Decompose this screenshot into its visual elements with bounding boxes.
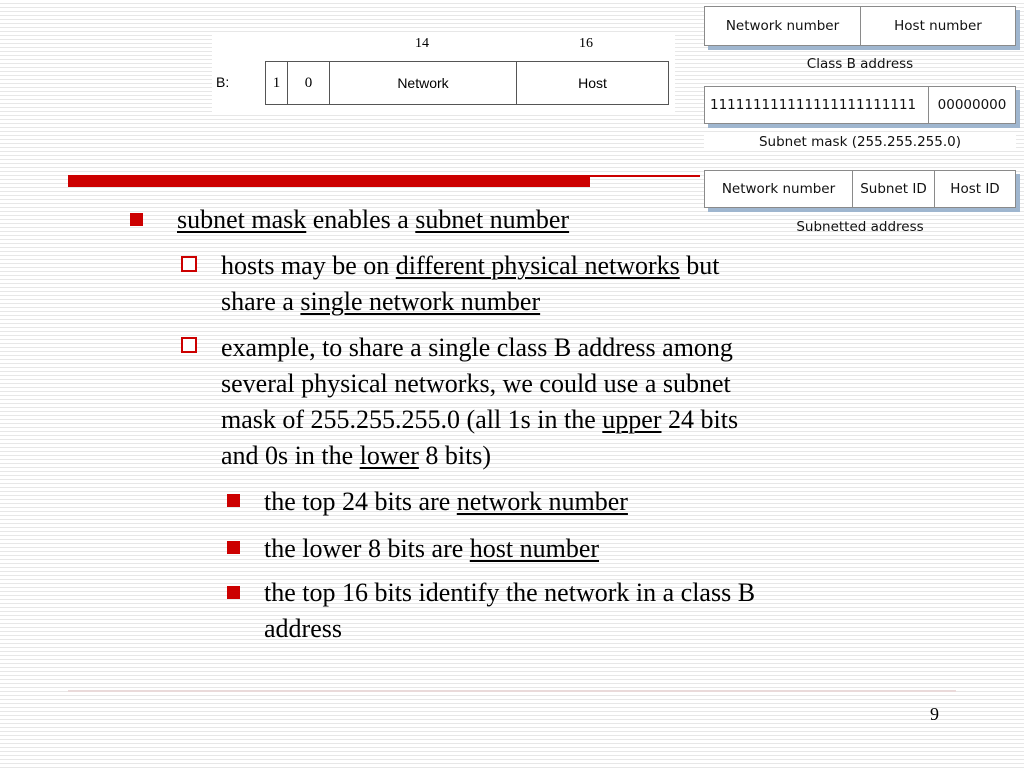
bullet-top-16-bits-line1: the top 16 bits identify the network in a class B xyxy=(264,578,756,607)
class-b-label: B: xyxy=(216,74,230,90)
network-number-field: Network number xyxy=(705,7,861,45)
class-b-address-caption: Class B address xyxy=(806,56,914,72)
bullet-open-square-icon xyxy=(181,337,197,353)
bullet-lower-8-bits: the lower 8 bits are host number xyxy=(264,534,600,563)
title-bar xyxy=(68,175,590,187)
page-number: 9 xyxy=(930,704,939,724)
title-bar-line xyxy=(590,175,700,177)
bullet-example-line3: mask of 255.255.255.0 (all 1s in the upper 24 bits xyxy=(221,405,739,434)
bullet-example-line1: example, to share a single class B address among xyxy=(221,333,733,362)
host-field: Host xyxy=(578,75,607,91)
subnet-id-field: Subnet ID xyxy=(853,171,935,207)
bit-one: 1 xyxy=(266,62,288,104)
subnetted-address-caption: Subnetted address xyxy=(796,219,924,235)
subnet-mask-box xyxy=(704,86,1016,124)
bullet-open-square-icon xyxy=(181,256,197,272)
bullet-example-line4: and 0s in the lower 8 bits) xyxy=(221,441,492,470)
bit-zero: 0 xyxy=(288,62,330,104)
network-field: Network xyxy=(330,62,517,104)
host-number-field: Host number xyxy=(894,18,982,34)
network-bits-tick: 14 xyxy=(415,36,429,51)
subnetted-network-number-field: Network number xyxy=(705,171,853,207)
bullet-square-icon xyxy=(227,494,240,507)
host-id-field: Host ID xyxy=(950,181,1000,197)
bullet-square-icon xyxy=(227,541,240,554)
bullet-example-line2: several physical networks, we could use a subnet xyxy=(221,369,731,398)
host-bits-tick: 16 xyxy=(579,36,593,51)
footer-divider xyxy=(68,690,956,692)
mask-ones-field: 111111111111111111111111 xyxy=(705,87,929,123)
bullet-square-icon xyxy=(130,213,143,226)
class-b-bit-fields xyxy=(265,61,669,105)
class-b-format-diagram xyxy=(212,32,675,112)
subnetted-address-box xyxy=(704,170,1016,208)
subnet-mask-caption: Subnet mask (255.255.255.0) xyxy=(704,134,1016,150)
bullet-subnet-mask: subnet mask enables a subnet number xyxy=(177,205,570,234)
mask-zeros-field: 00000000 xyxy=(937,97,1007,113)
class-b-address-box xyxy=(704,6,1016,46)
bullet-hosts-line1: hosts may be on different physical networks but xyxy=(221,251,720,280)
bullet-top-24-bits: the top 24 bits are network number xyxy=(264,487,628,516)
bullet-square-icon xyxy=(227,586,240,599)
bullet-hosts-line2: share a single network number xyxy=(221,287,541,316)
bullet-top-16-bits-line2: address xyxy=(264,614,342,643)
